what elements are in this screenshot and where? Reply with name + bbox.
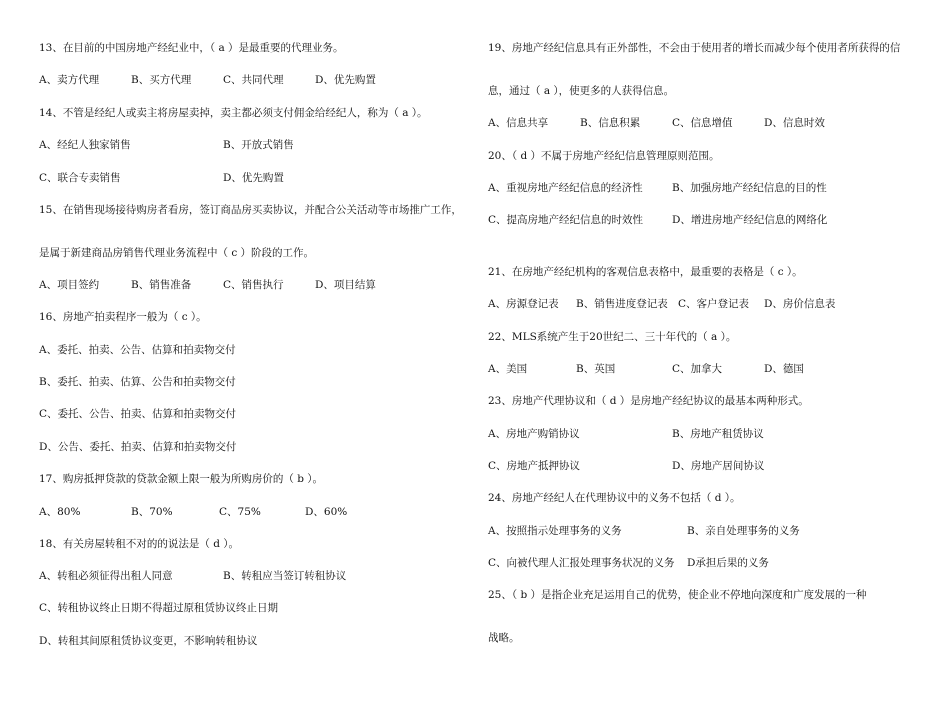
- question-18: 18、有关房屋转租不对的的说法是（ d ）。: [39, 538, 240, 550]
- option-a: A、卖方代理: [39, 74, 100, 86]
- q18-option-d: D、转租其间原租赁协议变更，不影响转租协议: [39, 635, 258, 647]
- option-d: D、优先购置: [223, 172, 284, 184]
- question-15-line2: 是属于新建商品房销售代理业务流程中（ c ）阶段的工作。: [39, 247, 315, 259]
- option-c: C、客户登记表: [678, 298, 750, 310]
- option-d: D、德国: [764, 363, 804, 375]
- option-d: D承担后果的义务: [687, 557, 769, 569]
- option-c: C、向被代理人汇报处理事务状况的义务: [488, 557, 675, 569]
- question-13: 13、在目前的中国房地产经纪业中，（ a ）是最重要的代理业务。: [39, 42, 344, 54]
- option-b: B、亲自处理事务的义务: [687, 525, 800, 537]
- option-c: C、信息增值: [672, 117, 733, 129]
- q16-option-d: D、公告、委托、拍卖、估算和拍卖物交付: [39, 441, 237, 453]
- option-b: B、英国: [576, 363, 616, 375]
- option-d: D、房地产居间协议: [672, 460, 765, 472]
- option-a: A、信息共享: [488, 117, 549, 129]
- q16-option-a: A、委托、拍卖、公告、估算和拍卖物交付: [39, 344, 236, 356]
- option-d: D、项目结算: [315, 279, 376, 291]
- option-a: A、按照指示处理事务的义务: [488, 525, 622, 537]
- option-b: B、房地产租赁协议: [672, 428, 764, 440]
- question-22: 22、MLS系统产生于20世纪二、三十年代的（ a ）。: [488, 331, 737, 343]
- option-d: D、信息时效: [764, 117, 825, 129]
- option-c: C、共同代理: [223, 74, 284, 86]
- question-23: 23、房地产代理协议和（ d ）是房地产经纪协议的最基本两种形式。: [488, 395, 809, 407]
- option-a: A、转租必须征得出租人同意: [39, 570, 173, 582]
- option-c: C、75%: [219, 506, 261, 518]
- option-a: A、美国: [488, 363, 528, 375]
- q18-option-c: C、转租协议终止日期不得超过原租赁协议终止日期: [39, 602, 279, 614]
- question-14: 14、不管是经纪人或卖主将房屋卖掉，卖主都必须支付佣金给经纪人，称为（ a ）。: [39, 107, 428, 119]
- option-c: C、联合专卖销售: [39, 172, 121, 184]
- option-a: A、房源登记表: [488, 298, 559, 310]
- option-b: B、转租应当签订转租协议: [223, 570, 347, 582]
- option-c: C、加拿大: [672, 363, 723, 375]
- question-19-line2: 息，通过（ a ），使更多的人获得信息。: [488, 85, 675, 97]
- option-b: B、开放式销售: [223, 139, 294, 151]
- option-b: B、信息积累: [580, 117, 641, 129]
- option-a: A、重视房地产经纪信息的经济性: [488, 182, 643, 194]
- option-a: A、项目签约: [39, 279, 100, 291]
- question-21: 21、在房地产经纪机构的客观信息表格中，最重要的表格是（ c ）。: [488, 266, 803, 278]
- question-16: 16、房地产拍卖程序一般为（ c ）。: [39, 311, 207, 323]
- question-17: 17、购房抵押贷款的贷款金额上限一般为所购房价的（ b ）。: [39, 473, 324, 485]
- option-d: D、增进房地产经纪信息的网络化: [672, 214, 828, 226]
- question-15-line1: 15、在销售现场接待购房者看房，签订商品房买卖协议，并配合公关活动等市场推广工作，: [39, 204, 462, 216]
- option-c: C、销售执行: [223, 279, 284, 291]
- question-25-line1: 25、（ b ）是指企业充足运用自己的优势，使企业不停地向深度和广度发展的一种: [488, 589, 867, 601]
- option-d: D、房价信息表: [764, 298, 836, 310]
- option-b: B、销售准备: [131, 279, 192, 291]
- option-d: D、60%: [305, 506, 348, 518]
- option-b: B、销售进度登记表: [576, 298, 668, 310]
- option-c: C、提高房地产经纪信息的时效性: [488, 214, 644, 226]
- option-c: C、房地产抵押协议: [488, 460, 581, 472]
- option-a: A、80%: [39, 506, 81, 518]
- option-d: D、优先购置: [315, 74, 376, 86]
- option-b: B、70%: [131, 506, 173, 518]
- option-b: B、买方代理: [131, 74, 192, 86]
- option-a: A、房地产购销协议: [488, 428, 580, 440]
- option-b: B、加强房地产经纪信息的目的性: [672, 182, 827, 194]
- option-a: A、经纪人独家销售: [39, 139, 131, 151]
- q16-option-c: C、委托、公告、拍卖、估算和拍卖物交付: [39, 408, 237, 420]
- question-19-line1: 19、房地产经纪信息具有正外部性，不会由于使用者的增长而减少每个使用者所获得的信: [488, 42, 901, 54]
- question-20: 20、（ d ）不属于房地产经纪信息管理原则范围。: [488, 150, 720, 162]
- q16-option-b: B、委托、拍卖、估算、公告和拍卖物交付: [39, 376, 236, 388]
- question-25-line2: 战略。: [488, 632, 520, 644]
- question-24: 24、房地产经纪人在代理协议中的义务不包括（ d ）。: [488, 492, 741, 504]
